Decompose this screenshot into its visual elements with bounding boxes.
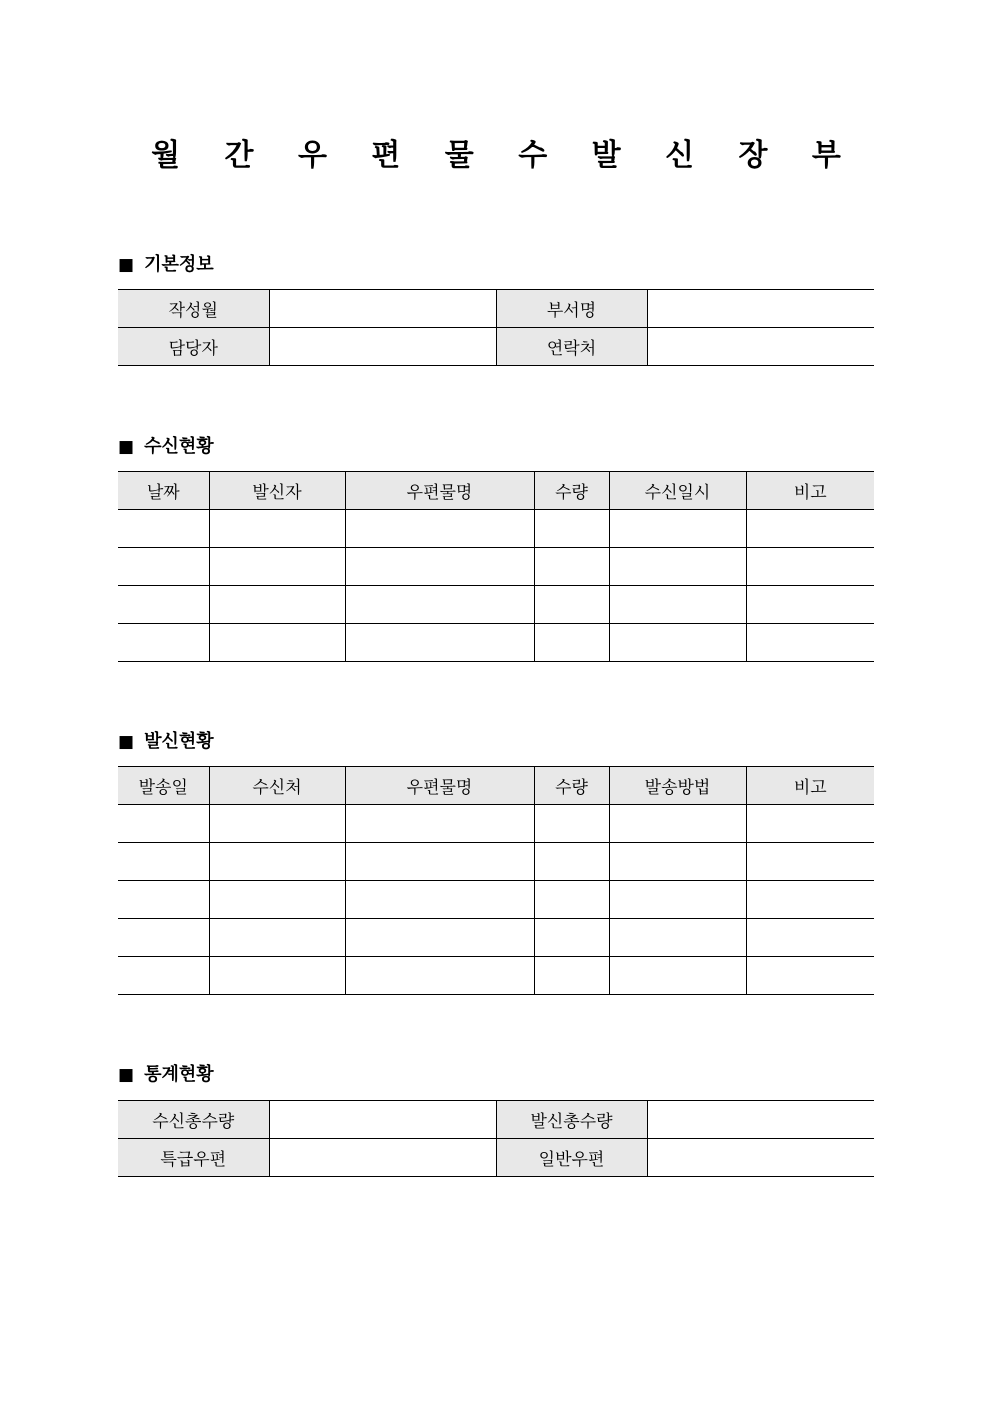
table-cell[interactable] [609, 881, 746, 919]
table-cell[interactable] [746, 586, 874, 624]
table-cell[interactable] [345, 510, 534, 548]
table-cell[interactable] [609, 586, 746, 624]
table-cell[interactable] [609, 624, 746, 662]
table-cell[interactable] [118, 805, 209, 843]
table-header-row [118, 472, 874, 510]
sent-table [118, 766, 874, 995]
table-row [118, 843, 874, 881]
section-heading-stats [118, 1063, 214, 1087]
table-cell[interactable] [746, 881, 874, 919]
table-cell[interactable] [534, 586, 609, 624]
table-cell[interactable] [609, 919, 746, 957]
section-heading-sent-label: 발신현황 [144, 731, 214, 752]
table-cell[interactable] [609, 843, 746, 881]
table-row [118, 548, 874, 586]
table-cell[interactable] [609, 548, 746, 586]
table-row [118, 290, 874, 328]
section-heading-received-label: 수신현황 [144, 436, 214, 457]
bullet-square-icon: ■ [118, 732, 135, 752]
table-row [118, 881, 874, 919]
table-cell[interactable] [746, 510, 874, 548]
table-cell[interactable] [534, 624, 609, 662]
table-cell[interactable] [534, 843, 609, 881]
table-cell[interactable] [209, 957, 345, 995]
table-row [118, 957, 874, 995]
table-cell[interactable] [534, 805, 609, 843]
table-cell[interactable] [345, 805, 534, 843]
value-cell[interactable] [269, 1101, 496, 1139]
table-cell[interactable] [118, 624, 209, 662]
table-cell[interactable] [118, 957, 209, 995]
table-cell[interactable] [345, 957, 534, 995]
table-cell[interactable] [209, 843, 345, 881]
value-cell[interactable] [647, 328, 874, 366]
column-header: 수신처 [209, 767, 345, 805]
label-cell: 수신총수량 [118, 1101, 269, 1139]
table-cell[interactable] [209, 548, 345, 586]
table-cell[interactable] [609, 510, 746, 548]
column-header: 수신일시 [609, 472, 746, 510]
page-title: 월 간 우 편 물 수 발 신 장 부 [151, 138, 858, 173]
value-cell[interactable] [647, 290, 874, 328]
label-cell: 담당자 [118, 328, 269, 366]
column-header: 발신자 [209, 472, 345, 510]
table-row [118, 1101, 874, 1139]
table-row [118, 510, 874, 548]
table-cell[interactable] [746, 957, 874, 995]
table-cell[interactable] [345, 548, 534, 586]
bullet-square-icon: ■ [118, 255, 135, 275]
label-cell: 발신총수량 [496, 1101, 647, 1139]
label-cell: 특급우편 [118, 1139, 269, 1177]
section-heading-basic [118, 253, 214, 277]
basic-info-table [118, 289, 874, 366]
table-cell[interactable] [746, 919, 874, 957]
table-cell[interactable] [746, 624, 874, 662]
table-row [118, 1139, 874, 1177]
value-cell[interactable] [269, 328, 496, 366]
label-cell: 연락처 [496, 328, 647, 366]
section-heading-basic-label: 기본정보 [144, 254, 214, 275]
table-cell[interactable] [746, 548, 874, 586]
stats-table [118, 1100, 874, 1177]
table-header-row [118, 767, 874, 805]
bullet-square-icon: ■ [118, 1065, 135, 1085]
label-cell: 부서명 [496, 290, 647, 328]
table-row [118, 919, 874, 957]
column-header: 우편물명 [345, 472, 534, 510]
section-heading-received [118, 435, 214, 459]
table-cell[interactable] [118, 586, 209, 624]
table-cell[interactable] [209, 881, 345, 919]
label-cell: 작성월 [118, 290, 269, 328]
table-cell[interactable] [534, 881, 609, 919]
column-header: 발송방법 [609, 767, 746, 805]
table-row [118, 624, 874, 662]
received-table [118, 471, 874, 662]
bullet-square-icon: ■ [118, 437, 135, 457]
column-header: 비고 [746, 472, 874, 510]
table-cell[interactable] [534, 510, 609, 548]
column-header: 수량 [534, 767, 609, 805]
table-cell[interactable] [534, 548, 609, 586]
table-cell[interactable] [209, 624, 345, 662]
label-cell: 일반우편 [496, 1139, 647, 1177]
column-header: 날짜 [118, 472, 209, 510]
table-cell[interactable] [209, 510, 345, 548]
column-header: 발송일 [118, 767, 209, 805]
section-heading-sent [118, 730, 214, 754]
table-cell[interactable] [746, 805, 874, 843]
value-cell[interactable] [647, 1101, 874, 1139]
table-cell[interactable] [534, 919, 609, 957]
table-cell[interactable] [209, 586, 345, 624]
column-header: 비고 [746, 767, 874, 805]
table-cell[interactable] [345, 881, 534, 919]
table-row [118, 805, 874, 843]
value-cell[interactable] [269, 1139, 496, 1177]
table-cell[interactable] [345, 919, 534, 957]
table-cell[interactable] [534, 957, 609, 995]
table-cell[interactable] [209, 919, 345, 957]
value-cell[interactable] [647, 1139, 874, 1177]
table-cell[interactable] [345, 586, 534, 624]
table-cell[interactable] [609, 805, 746, 843]
table-cell[interactable] [345, 624, 534, 662]
value-cell[interactable] [269, 290, 496, 328]
table-cell[interactable] [209, 805, 345, 843]
table-cell[interactable] [609, 957, 746, 995]
table-cell[interactable] [118, 919, 209, 957]
table-cell[interactable] [118, 548, 209, 586]
column-header: 우편물명 [345, 767, 534, 805]
column-header: 수량 [534, 472, 609, 510]
table-row [118, 586, 874, 624]
table-cell[interactable] [118, 843, 209, 881]
table-cell[interactable] [345, 843, 534, 881]
section-heading-stats-label: 통계현황 [144, 1064, 214, 1085]
table-cell[interactable] [746, 843, 874, 881]
table-cell[interactable] [118, 510, 209, 548]
table-row [118, 328, 874, 366]
table-cell[interactable] [118, 881, 209, 919]
